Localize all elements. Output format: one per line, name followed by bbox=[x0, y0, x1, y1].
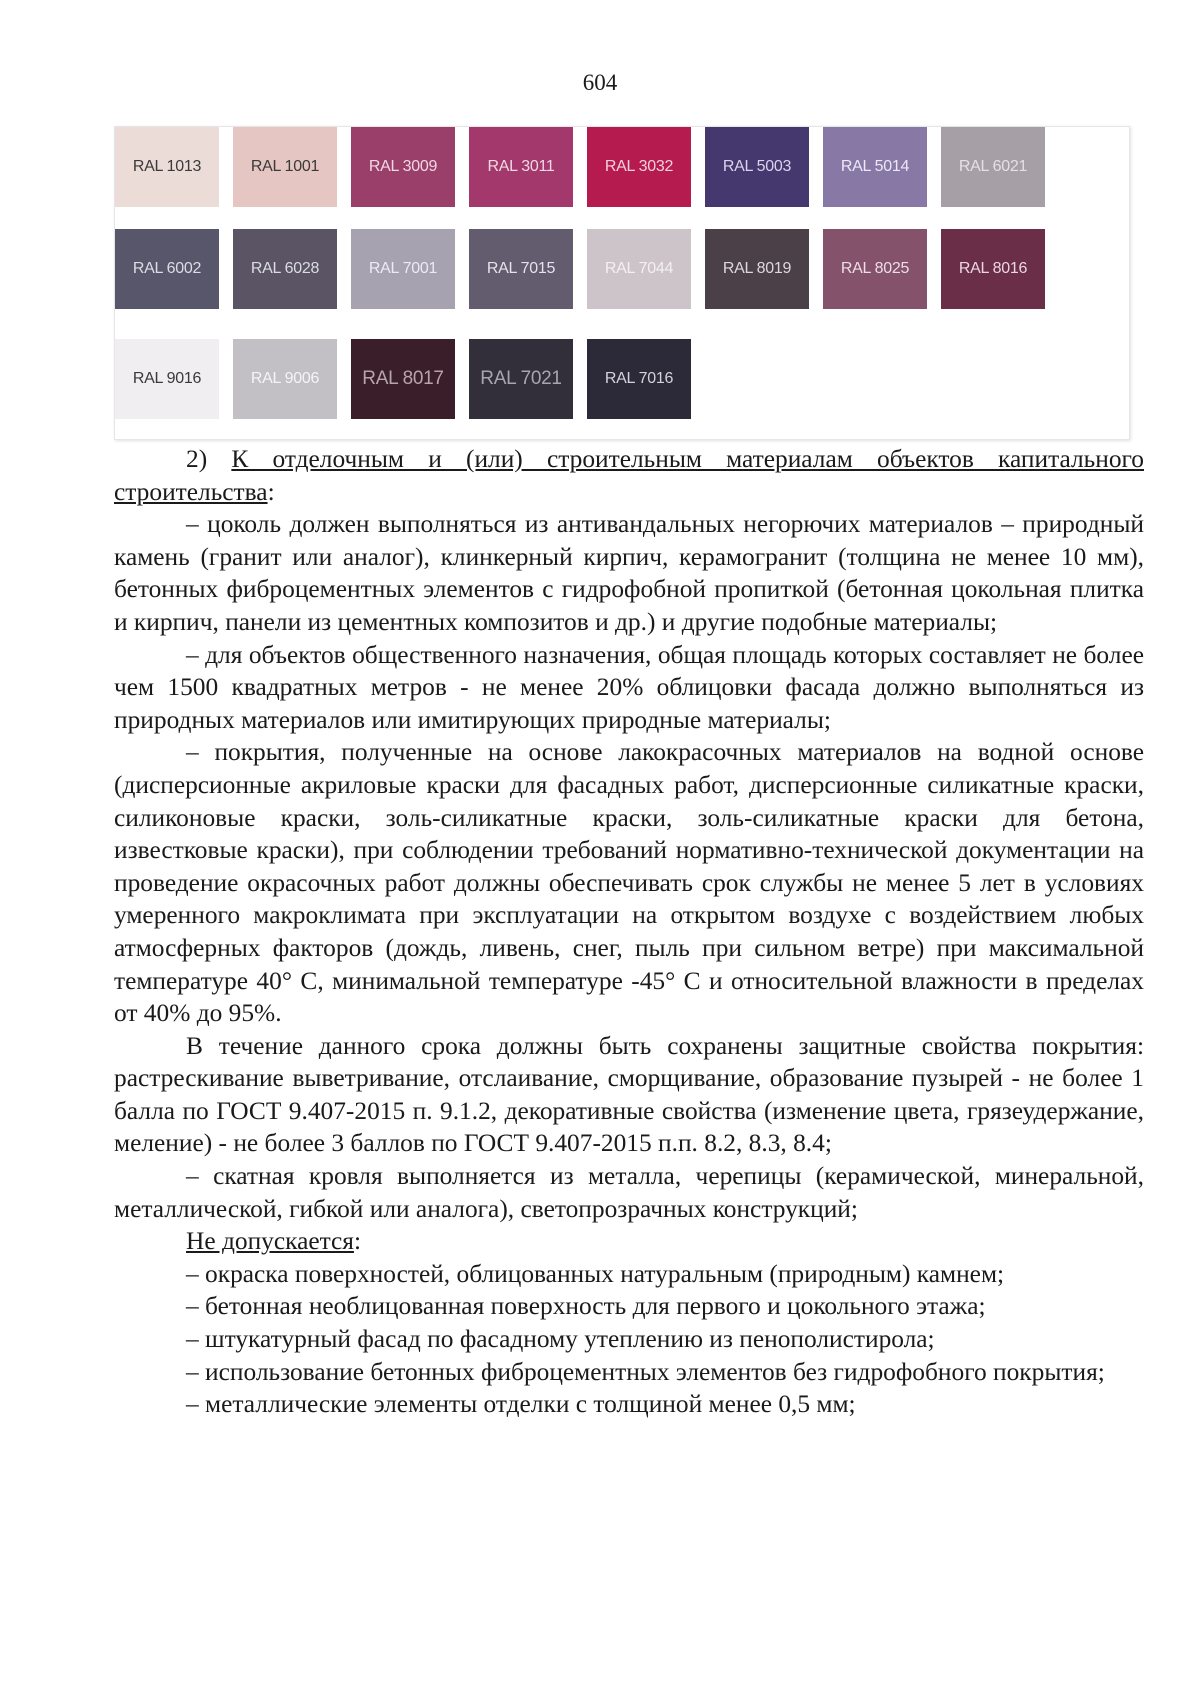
swatch-label: RAL 9006 bbox=[250, 370, 320, 387]
color-swatch bbox=[823, 127, 927, 207]
swatch-label: RAL 7021 bbox=[480, 368, 562, 389]
swatch-label: RAL 9016 bbox=[132, 370, 202, 387]
item-2-number: 2) bbox=[186, 445, 232, 473]
color-swatch bbox=[941, 127, 1045, 207]
swatch-label: RAL 6021 bbox=[958, 158, 1028, 175]
not-allowed-item: – металлические элементы отделки с толщиной менее 0,5 мм; bbox=[186, 1390, 856, 1419]
swatch-label: RAL 8025 bbox=[840, 260, 910, 277]
color-swatch bbox=[115, 229, 219, 309]
swatch-label: RAL 1001 bbox=[250, 158, 320, 175]
not-allowed-item: – использование бетонных фиброцементных элементов без гидрофобного покрытия; bbox=[186, 1357, 1105, 1386]
swatch-label: RAL 6002 bbox=[132, 260, 202, 277]
swatch-label: RAL 7001 bbox=[368, 260, 438, 277]
swatch-label: RAL 7016 bbox=[604, 370, 674, 387]
color-swatch bbox=[469, 127, 573, 207]
swatch-label: RAL 3032 bbox=[604, 158, 674, 175]
color-swatch bbox=[587, 339, 691, 419]
item-2-colon: : bbox=[267, 477, 275, 506]
paragraph-roof: – скатная кровля выполняется из металла, черепицы (керамической, минеральной, металлической, гибкой или аналога), светопрозрачных конструкций; bbox=[114, 1162, 1144, 1223]
color-swatch bbox=[705, 229, 809, 309]
paragraph-service-period: В течение данного срока должны быть сохранены защитные свойства покрытия: растрескивание выветривание, отслаивание, сморщивание, образование пузырей - не более 1 балла по ГОСТ 9.407-2015 п. 9.1.2, декоративные свойства (изменение цвета, грязеудержание, меление) - не более 3 баллов по ГОСТ 9.407-2015 п.п. 8.2, 8.3, 8.4; bbox=[114, 1031, 1144, 1158]
color-swatch bbox=[587, 229, 691, 309]
swatch-label: RAL 6028 bbox=[250, 260, 320, 277]
swatch-label: RAL 7044 bbox=[604, 260, 674, 277]
color-swatch bbox=[823, 229, 927, 309]
swatch-label: RAL 3009 bbox=[368, 158, 438, 175]
paragraph-public-buildings: – для объектов общественного назначения, общая площадь которых составляет не более чем 1500 квадратных метров - не менее 20% облицовки фасада должно выполняться из природных материалов или имитирующих природные материалы; bbox=[114, 640, 1144, 734]
swatch-label: RAL 5003 bbox=[722, 158, 792, 175]
color-swatch bbox=[351, 127, 455, 207]
paragraph-cokol: – цоколь должен выполняться из антивандальных негорючих материалов – природный камень (гранит или аналог), клинкерный кирпич, керамогранит (толщина не менее 10 мм), бетонных фиброцементных элементов с гидрофобной пропиткой (бетонная цокольная плитка и кирпич, панели из цементных композитов и др.) и другие подобные материалы; bbox=[114, 510, 1144, 636]
color-swatch bbox=[351, 339, 455, 419]
document-body bbox=[114, 443, 1144, 1421]
color-swatch bbox=[115, 127, 219, 207]
ral-color-swatch-panel bbox=[114, 126, 1130, 440]
swatch-label: RAL 7015 bbox=[486, 260, 556, 277]
swatch-label: RAL 1013 bbox=[132, 158, 202, 175]
not-allowed-item: – бетонная необлицованная поверхность для первого и цокольного этажа; bbox=[186, 1292, 986, 1321]
color-swatch bbox=[705, 127, 809, 207]
not-allowed-label: Не допускается bbox=[186, 1227, 354, 1256]
swatch-label: RAL 8017 bbox=[362, 368, 444, 389]
swatch-label: RAL 8016 bbox=[958, 260, 1028, 277]
color-swatch bbox=[233, 229, 337, 309]
color-swatch bbox=[587, 127, 691, 207]
color-swatch bbox=[233, 127, 337, 207]
not-allowed-item: – штукатурный фасад по фасадному утеплению из пенополистирола; bbox=[186, 1325, 935, 1354]
color-swatch bbox=[469, 339, 573, 419]
swatch-label: RAL 8019 bbox=[722, 260, 792, 277]
color-swatch bbox=[115, 339, 219, 419]
swatch-label: RAL 5014 bbox=[840, 158, 910, 175]
not-allowed-item: – окраска поверхностей, облицованных натуральным (природным) камнем; bbox=[186, 1259, 1005, 1288]
paragraph-coatings: – покрытия, полученные на основе лакокрасочных материалов на водной основе (дисперсионные акриловые краски для фасадных работ, дисперсионные силикатные краски, силиконовые краски, золь-силикатные краски, золь-силикатные краски для бетона, известковые краски), при соблюдении требований нормативно-технической документации на проведение окрасочных работ должны обеспечивать срок службы не менее 5 лет в условиях умеренного макроклимата при эксплуатации на открытом воздухе с воздействием любых атмосферных факторов (дождь, ливень, снег, пыль при сильном ветре) при максимальной температуре 40° С, минимальной температуре -45° С и относительной влажности в пределах от 40% до 95%. bbox=[114, 738, 1144, 1028]
item-2-title: К отделочным и (или) строительным материалам объектов капитального строительства bbox=[114, 445, 1145, 506]
page-number: 604 bbox=[582, 70, 618, 95]
item-2-heading bbox=[114, 443, 1144, 508]
swatch-label: RAL 3011 bbox=[487, 158, 555, 175]
not-allowed-heading bbox=[114, 1225, 1144, 1258]
not-allowed-colon: : bbox=[353, 1227, 362, 1256]
color-swatch bbox=[233, 339, 337, 419]
color-swatch bbox=[469, 229, 573, 309]
color-swatch bbox=[941, 229, 1045, 309]
color-swatch bbox=[351, 229, 455, 309]
